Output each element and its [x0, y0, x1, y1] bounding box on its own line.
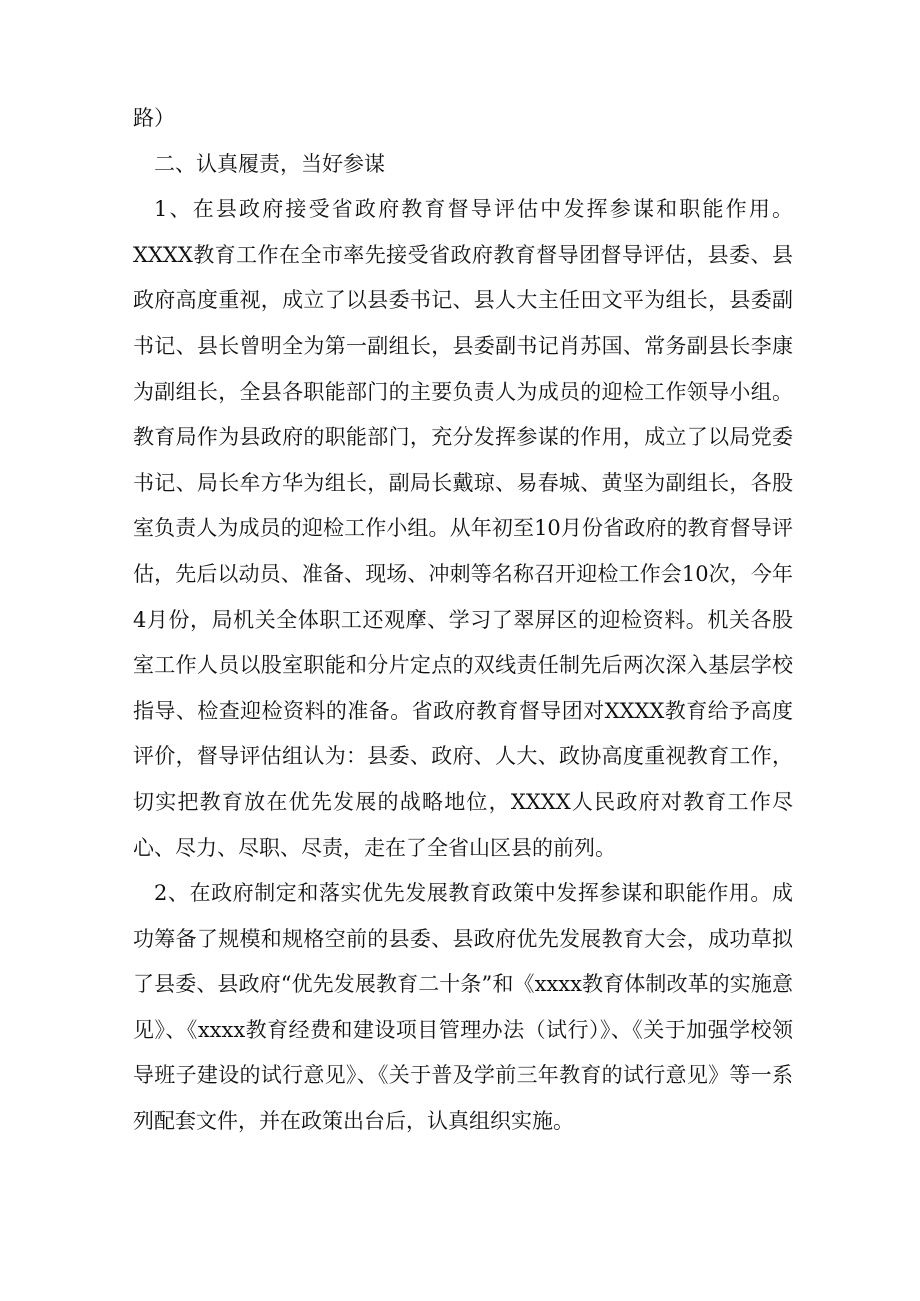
document-body [133, 96, 793, 1145]
paragraph-2: 2、在政府制定和落实优先发展教育政策中发挥参谋和职能作用。成功筹备了规模和规格空前的县委、县政府优先发展教育大会，成功草拟了县委、县政府“优先发展教育二十条”和《xxxx教育体制改革的实施意见》、《xxxx教育经费和建设项目管理办法（试行）》、《关于加强学校领导班子建设的试行意见》、《关于普及学前三年教育的试行意见》等一系列配套文件，并在政策出台后，认真组织实施。 [133, 881, 793, 1134]
continuation-line: 路） [133, 106, 175, 130]
section-heading: 二、认真履责，当好参谋 [154, 151, 385, 176]
paragraph-1: 1、在县政府接受省政府教育督导评估中发挥参谋和职能作用。XXXX教育工作在全市率先接受省政府教育督导团督导评估，县委、县政府高度重视，成立了以县委书记、县人大主任田文平为组长，县委副书记、县长曾明全为第一副组长，县委副书记肖苏国、常务副县长李康为副组长，全县各职能部门的主要负责人为成员的迎检工作领导小组。教育局作为县政府的职能部门，充分发挥参谋的作用，成立了以局党委书记、局长牟方华为组长，副局长戴琼、易春城、黄坚为副组长，各股室负责人为成员的迎检工作小组。从年初至10月份省政府的教育督导评估，先后以动员、准备、现场、冲刺等名称召开迎检工作会10次，今年4月份，局机关全体职工还观摩、学习了翠屏区的迎检资料。机关各股室工作人员以股室职能和分片定点的双线责任制先后两次深入基层学校指导、检查迎检资料的准备。省政府教育督导团对XXXX教育给予高度评价，督导评估组认为：县委、政府、人大、政协高度重视教育工作，切实把教育放在优先发展的战略地位，XXXX人民政府对教育工作尽心、尽力、尽职、尽责，走在了全省山区县的前列。 [133, 197, 793, 860]
